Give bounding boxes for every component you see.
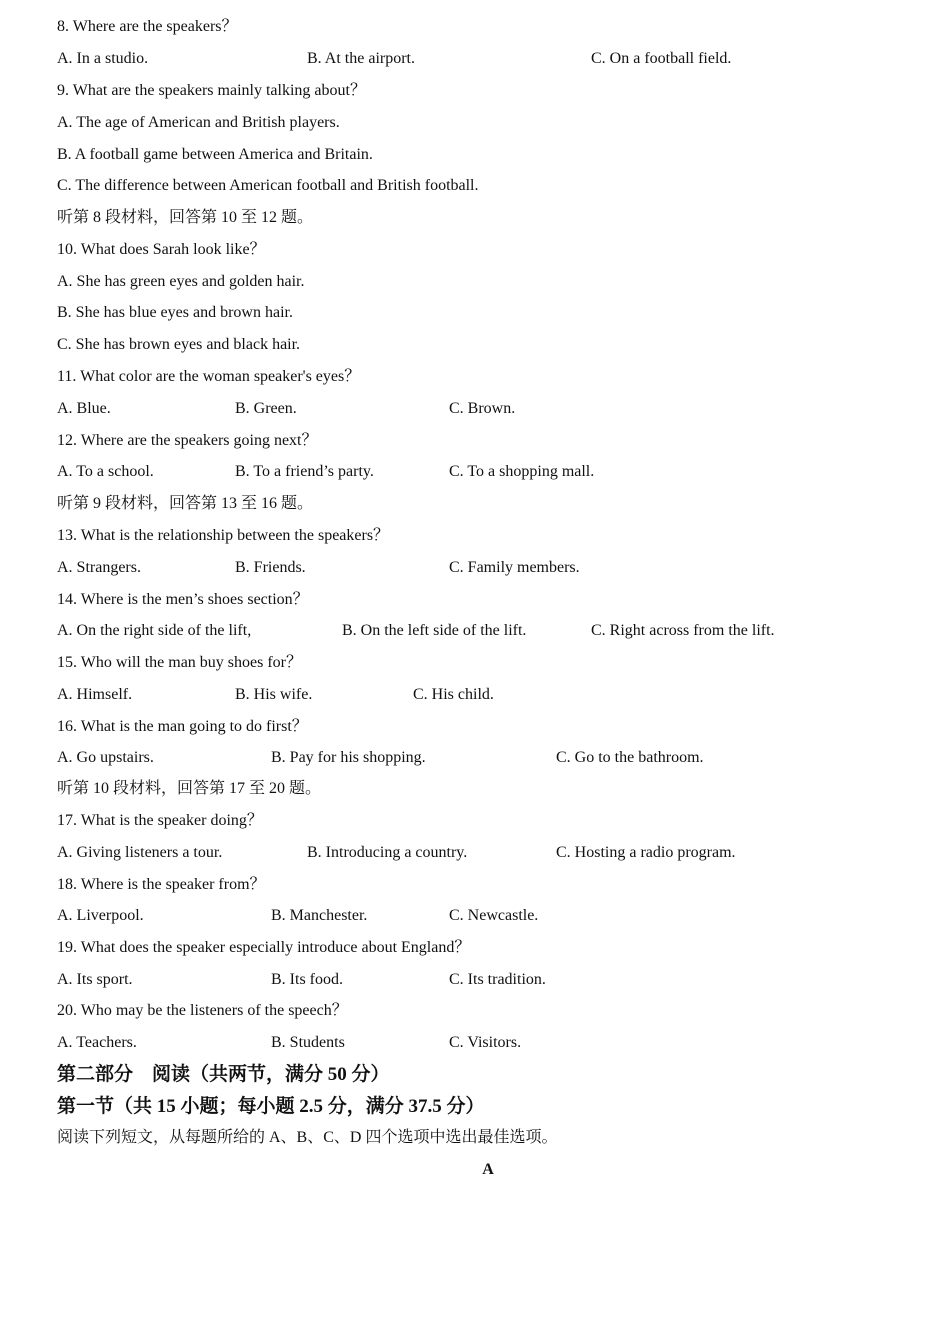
option-b: B. To a friend’s party. bbox=[235, 463, 374, 480]
option-c: C. Hosting a radio program. bbox=[556, 844, 736, 861]
passage-label: A bbox=[482, 1161, 494, 1178]
question-stem: 10. What does Sarah look like？ bbox=[57, 241, 266, 258]
option-c: C. Visitors. bbox=[449, 1034, 522, 1051]
option-b: B. A football game between America and Britain. bbox=[57, 146, 373, 163]
option-c: C. On a football field. bbox=[591, 50, 732, 67]
question-stem: 20. Who may be the listeners of the speech？ bbox=[57, 1002, 348, 1019]
section-instruction: 听第 10 段材料，回答第 17 至 20 题。 bbox=[57, 780, 322, 797]
option-a: A. Liverpool. bbox=[57, 907, 144, 924]
option-c: C. Newcastle. bbox=[449, 907, 539, 924]
section-instruction: 听第 9 段材料，回答第 13 至 16 题。 bbox=[57, 495, 314, 512]
question-17 bbox=[57, 809, 263, 833]
option-b: B. Manchester. bbox=[271, 907, 368, 924]
question-stem: 11. What color are the woman speaker's eyes？ bbox=[57, 368, 361, 385]
option-b: B. At the airport. bbox=[307, 50, 415, 67]
option-a: A. In a studio. bbox=[57, 50, 149, 67]
section-instruction: 听第 8 段材料，回答第 10 至 12 题。 bbox=[57, 209, 314, 226]
question-16 bbox=[57, 715, 308, 739]
option-b: B. His wife. bbox=[235, 686, 313, 703]
question-9 bbox=[57, 79, 366, 103]
question-12 bbox=[57, 429, 318, 453]
option-c: C. Go to the bathroom. bbox=[556, 749, 704, 766]
option-c: C. Brown. bbox=[449, 400, 516, 417]
option-a: A. Its sport. bbox=[57, 971, 133, 988]
option-a: A. On the right side of the lift, bbox=[57, 622, 252, 639]
part-heading: 第二部分 阅读（共两节，满分 50 分） bbox=[57, 1064, 390, 1085]
option-c: C. Its tradition. bbox=[449, 971, 546, 988]
option-b: B. On the left side of the lift. bbox=[342, 622, 527, 639]
question-14 bbox=[57, 588, 309, 612]
option-b: B. Friends. bbox=[235, 559, 306, 576]
question-13 bbox=[57, 524, 389, 548]
option-a: A. Blue. bbox=[57, 400, 111, 417]
question-20 bbox=[57, 999, 348, 1023]
question-stem: 16. What is the man going to do first？ bbox=[57, 718, 308, 735]
question-15 bbox=[57, 651, 302, 675]
question-stem: 8. Where are the speakers？ bbox=[57, 18, 238, 35]
option-a: A. Strangers. bbox=[57, 559, 141, 576]
option-b: B. Students bbox=[271, 1034, 345, 1051]
option-a: A. She has green eyes and golden hair. bbox=[57, 273, 305, 290]
option-a: A. Teachers. bbox=[57, 1034, 137, 1051]
option-a: A. The age of American and British players. bbox=[57, 114, 340, 131]
option-c: C. Family members. bbox=[449, 559, 580, 576]
question-8 bbox=[57, 15, 238, 39]
option-a: A. Giving listeners a tour. bbox=[57, 844, 223, 861]
question-stem: 17. What is the speaker doing？ bbox=[57, 812, 263, 829]
question-11 bbox=[57, 365, 360, 389]
reading-instruction: 阅读下列短文，从每题所给的 A、B、C、D 四个选项中选出最佳选项。 bbox=[57, 1129, 558, 1146]
question-19 bbox=[57, 936, 470, 960]
question-10 bbox=[57, 238, 266, 262]
section-heading: 第一节（共 15 小题；每小题 2.5 分，满分 37.5 分） bbox=[57, 1096, 485, 1117]
question-stem: 13. What is the relationship between the speakers？ bbox=[57, 527, 390, 544]
option-c: C. His child. bbox=[413, 686, 494, 703]
question-stem: 12. Where are the speakers going next？ bbox=[57, 432, 318, 449]
question-stem: 19. What does the speaker especially introduce about England？ bbox=[57, 939, 471, 956]
option-c: C. To a shopping mall. bbox=[449, 463, 595, 480]
option-b: B. Introducing a country. bbox=[307, 844, 468, 861]
option-b: B. Green. bbox=[235, 400, 297, 417]
question-stem: 15. Who will the man buy shoes for？ bbox=[57, 654, 303, 671]
question-18 bbox=[57, 873, 266, 897]
option-b: B. Its food. bbox=[271, 971, 343, 988]
option-b: B. Pay for his shopping. bbox=[271, 749, 426, 766]
option-a: A. Himself. bbox=[57, 686, 133, 703]
question-stem: 14. Where is the men’s shoes section？ bbox=[57, 591, 309, 608]
option-a: A. Go upstairs. bbox=[57, 749, 154, 766]
option-c: C. She has brown eyes and black hair. bbox=[57, 336, 301, 353]
option-b: B. She has blue eyes and brown hair. bbox=[57, 304, 293, 321]
option-c: C. Right across from the lift. bbox=[591, 622, 775, 639]
question-stem: 9. What are the speakers mainly talking about？ bbox=[57, 82, 366, 99]
option-c: C. The difference between American football and British football. bbox=[57, 177, 479, 194]
option-a: A. To a school. bbox=[57, 463, 154, 480]
question-stem: 18. Where is the speaker from？ bbox=[57, 876, 266, 893]
